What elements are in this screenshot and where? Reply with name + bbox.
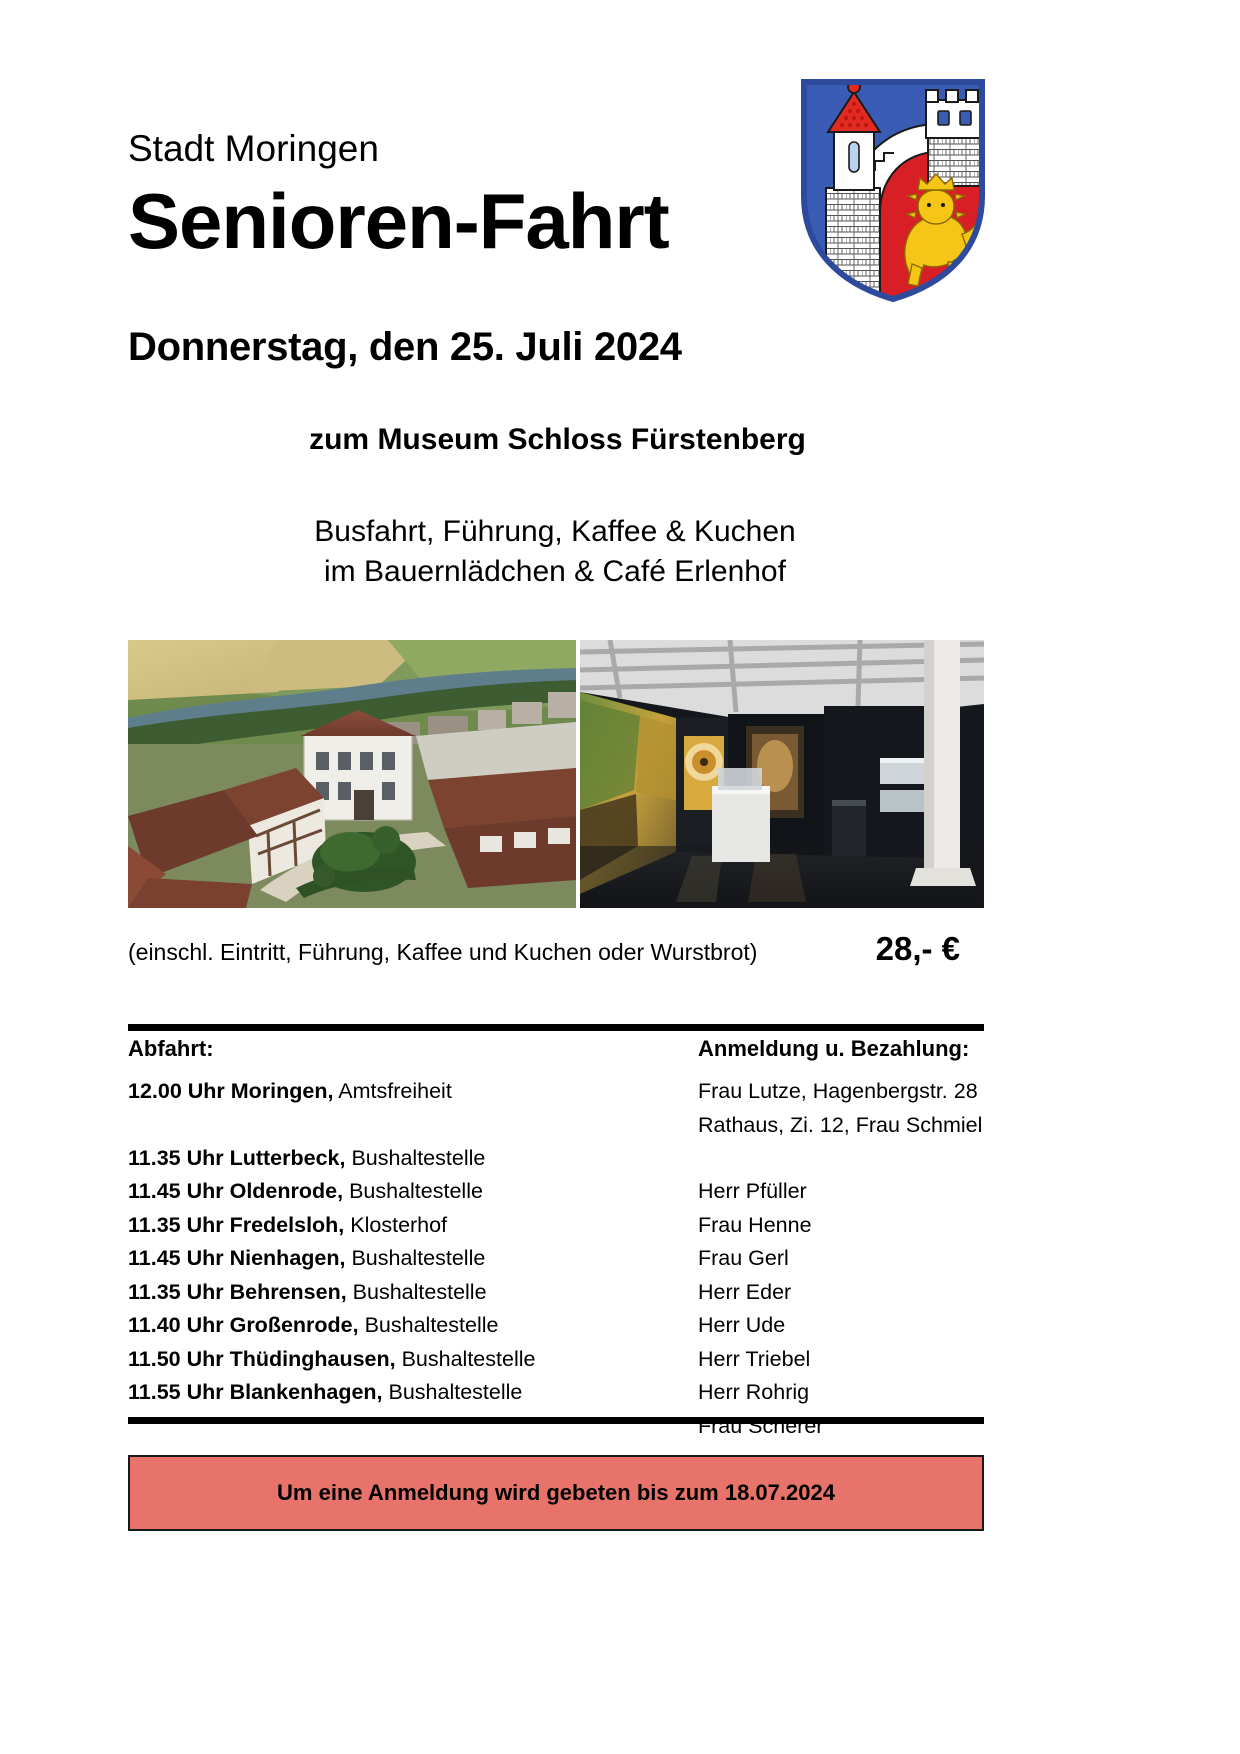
departure-heading: Abfahrt: — [128, 1036, 214, 1061]
departure-place: Bushaltestelle — [351, 1145, 486, 1170]
departure-row — [128, 1209, 698, 1243]
departure-place: Bushaltestelle — [352, 1279, 487, 1304]
schloss-fuerstenberg-aerial-photo — [128, 640, 576, 908]
destination-line: zum Museum Schloss Fürstenberg — [309, 423, 806, 456]
price-inclusions-note: (einschl. Eintritt, Führung, Kaffee und Kuchen oder Wurstbrot) — [128, 939, 758, 965]
departure-row — [128, 1142, 698, 1176]
photo-strip — [128, 640, 984, 908]
museum-interior-photo — [580, 640, 984, 908]
departure-place: Bushaltestelle — [349, 1179, 483, 1203]
departure-time: 11.55 Uhr Blankenhagen, — [128, 1380, 383, 1404]
divider-top — [128, 1024, 984, 1031]
description-block — [0, 512, 1110, 592]
info-table — [128, 1036, 984, 1443]
departure-row — [128, 1376, 698, 1410]
page-title: Senioren-Fahrt — [128, 177, 669, 265]
departure-row — [128, 1343, 698, 1377]
departure-time: 11.45 Uhr Oldenrode, — [128, 1179, 344, 1203]
price-amount: 28,- € — [875, 930, 960, 967]
price-row — [128, 930, 984, 968]
registration-heading: Anmeldung u. Bezahlung: — [698, 1036, 970, 1061]
moringen-coat-of-arms-icon — [798, 78, 988, 303]
registration-contact: Frau Gerl — [698, 1246, 789, 1270]
departure-time: 12.00 Uhr Moringen, — [128, 1079, 334, 1103]
departure-time: 11.35 Uhr Fredelsloh, — [128, 1212, 345, 1237]
departure-row — [128, 1276, 698, 1310]
departure-row — [128, 1242, 698, 1276]
departure-place: Bushaltestelle — [401, 1346, 536, 1371]
departure-place: Bushaltestelle — [388, 1380, 523, 1404]
city-name: Stadt Moringen — [128, 128, 379, 169]
departure-place: Amtsfreiheit — [338, 1079, 452, 1103]
registration-contact: Herr Pfüller — [698, 1179, 807, 1203]
event-date: Donnerstag, den 25. Juli 2024 — [128, 325, 682, 369]
description-line-1: Busfahrt, Führung, Kaffee & Kuchen — [314, 515, 796, 548]
registration-contact: Frau Henne — [698, 1212, 812, 1237]
registration-contact: Herr Triebel — [698, 1346, 811, 1371]
departure-time: 11.35 Uhr Lutterbeck, — [128, 1145, 346, 1170]
description-line-2: im Bauernlädchen & Café Erlenhof — [324, 554, 786, 588]
departure-time: 11.40 Uhr Großenrode, — [128, 1313, 359, 1337]
registration-contact: Herr Rohrig — [698, 1380, 810, 1404]
departure-time: 11.35 Uhr Behrensen, — [128, 1279, 347, 1304]
departure-place: Bushaltestelle — [364, 1313, 499, 1337]
departure-spacer — [128, 1109, 698, 1142]
registration-spacer — [698, 1142, 984, 1175]
registration-deadline-banner — [128, 1455, 984, 1531]
departure-time: 11.45 Uhr Nienhagen, — [128, 1246, 346, 1270]
registration-contact: Herr Eder — [698, 1279, 792, 1304]
registration-contact: Rathaus, Zi. 12, Frau Schmiel — [698, 1112, 983, 1137]
departure-column — [128, 1036, 698, 1443]
departure-row — [128, 1309, 698, 1343]
departure-row-main — [128, 1075, 698, 1109]
registration-column — [698, 1036, 984, 1443]
registration-contact: Frau Scherer — [698, 1413, 824, 1438]
registration-contact: Herr Ude — [698, 1313, 786, 1337]
registration-contact: Frau Lutze, Hagenbergstr. 28 — [698, 1079, 978, 1103]
departure-place: Klosterhof — [350, 1212, 448, 1237]
departure-time: 11.50 Uhr Thüdinghausen, — [128, 1346, 396, 1371]
registration-deadline-text: Um eine Anmeldung wird gebeten bis zum 18.07.2024 — [277, 1480, 835, 1505]
departure-row — [128, 1175, 698, 1209]
departure-place: Bushaltestelle — [351, 1246, 486, 1270]
